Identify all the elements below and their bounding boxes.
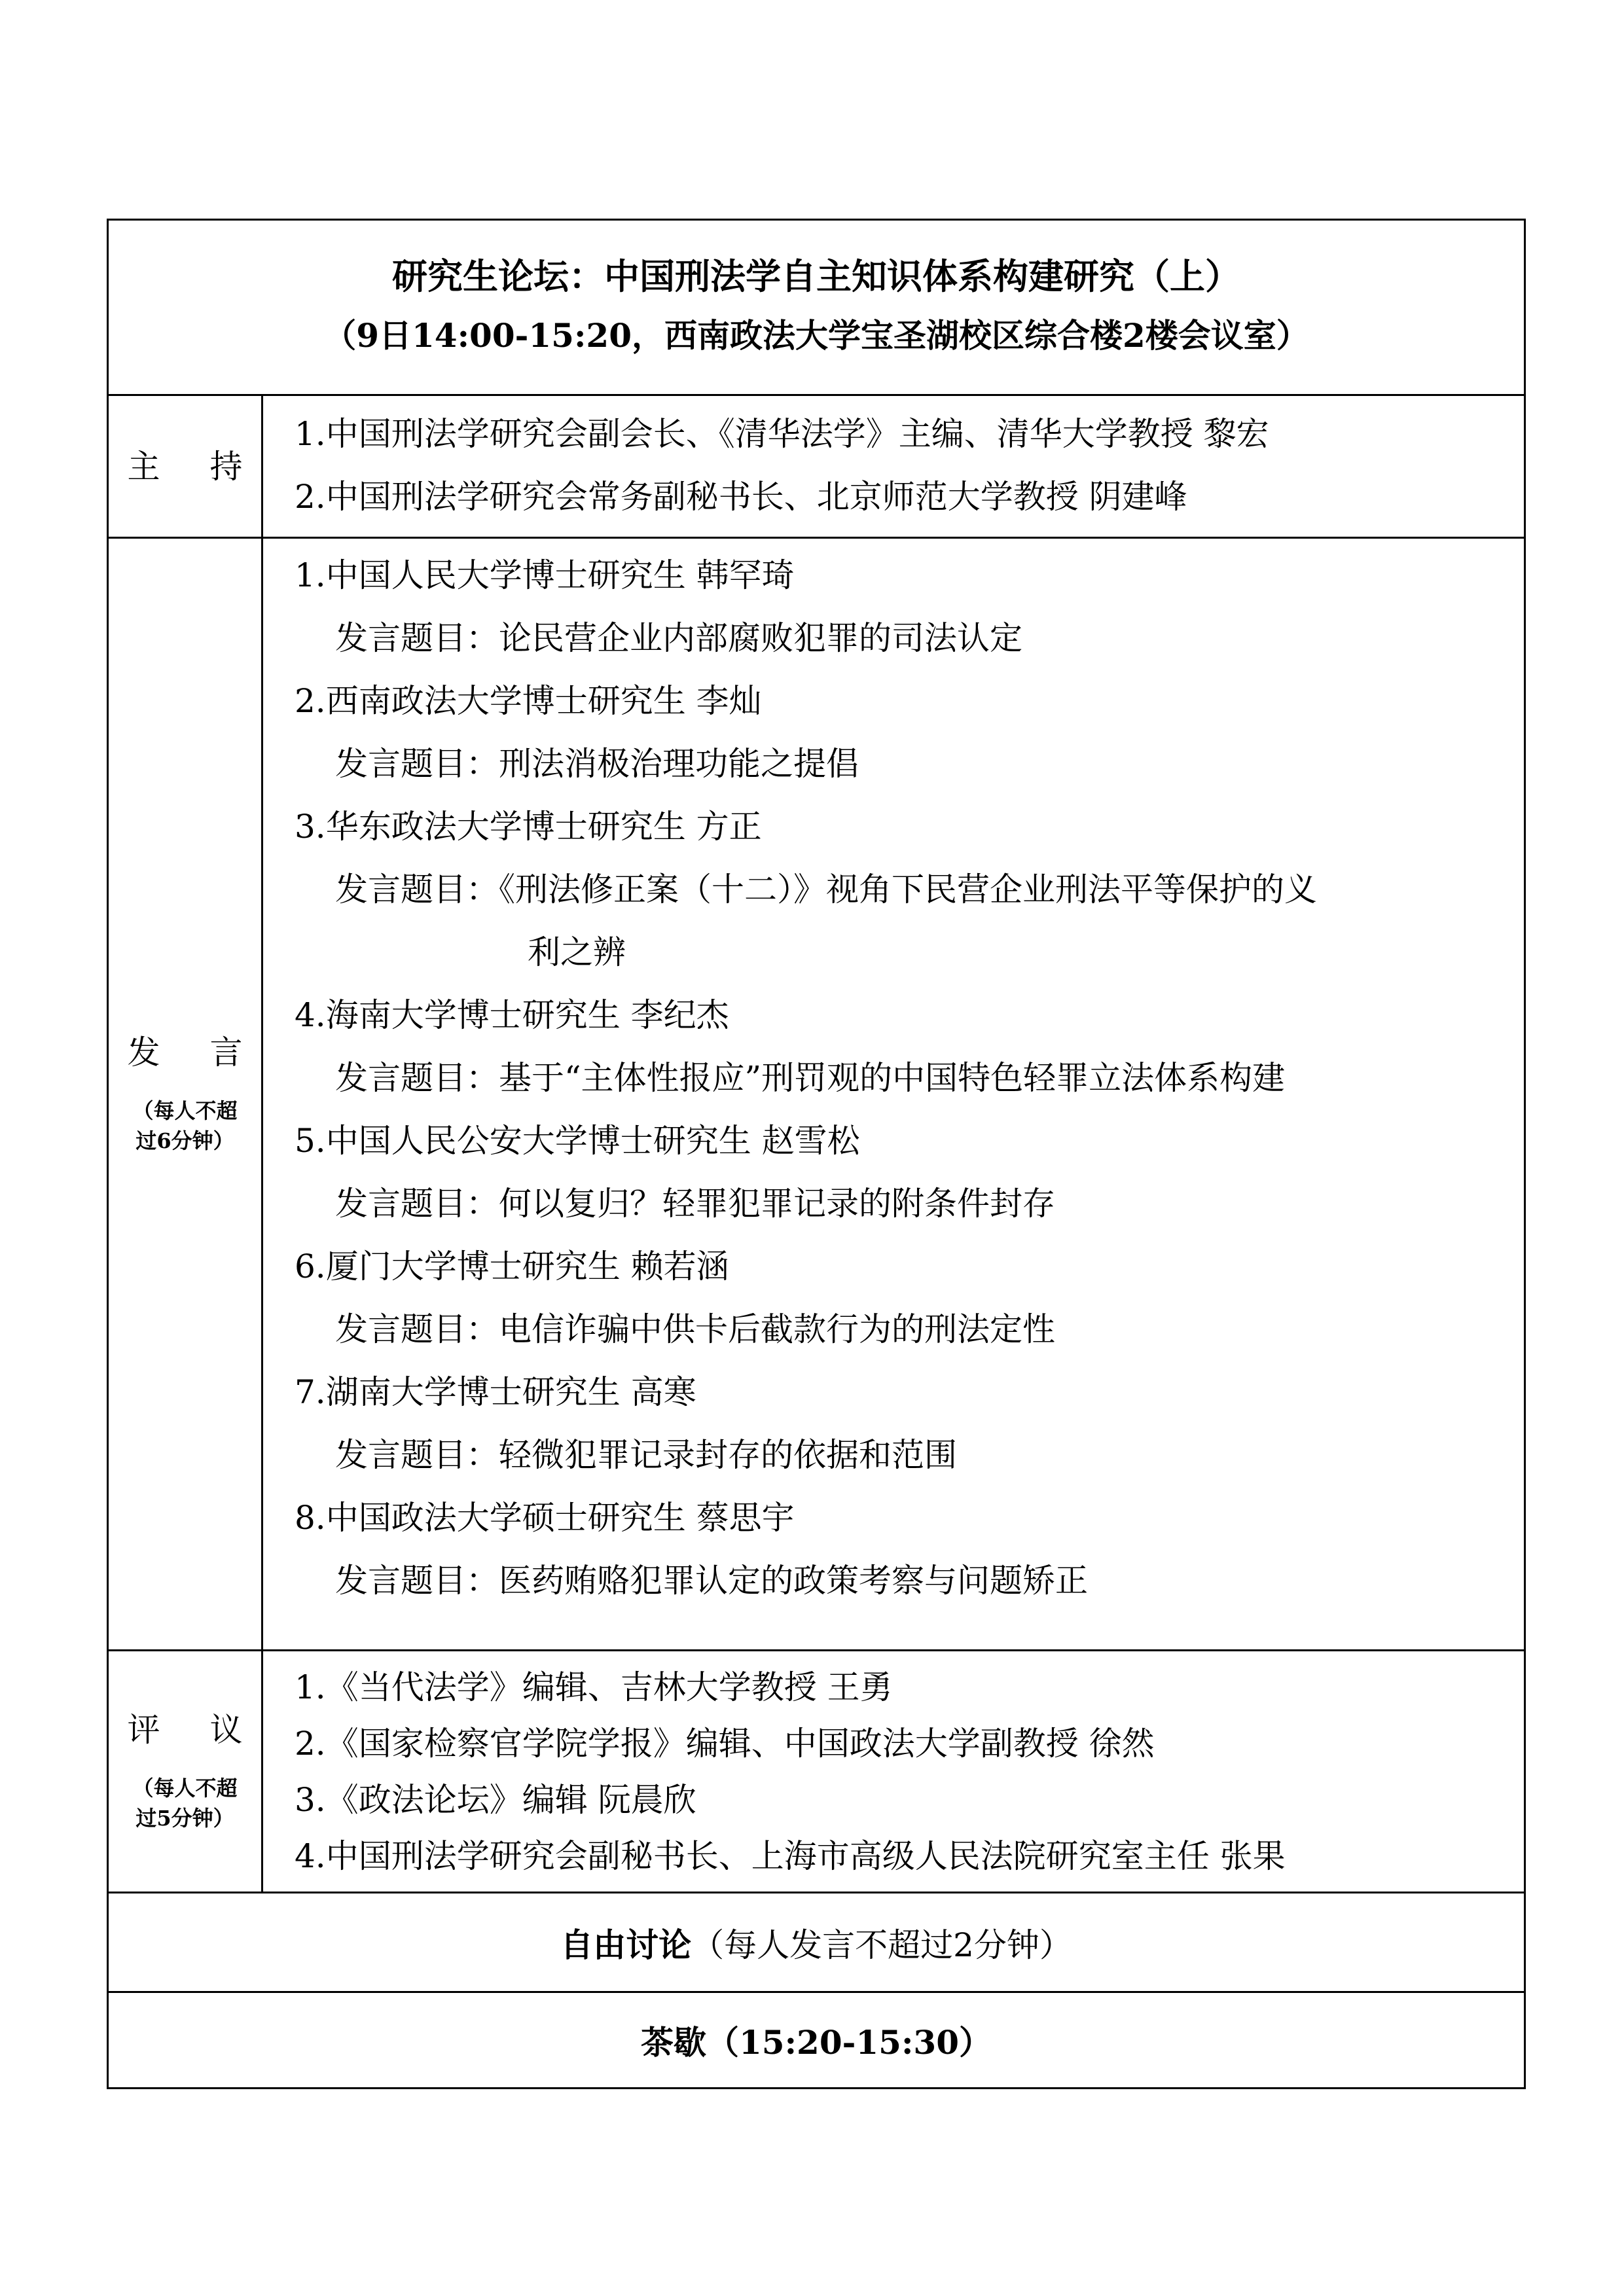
host-item: 1.中国刑法学研究会副会长、《清华法学》主编、清华大学教授 黎宏	[295, 415, 1269, 453]
reviewer-item: 3.《政法论坛》编辑 阮晨欣	[295, 1781, 696, 1819]
speaker-name: 6.厦门大学博士研究生 赖若涵	[295, 1247, 729, 1285]
tea-break-row	[109, 1993, 1524, 2087]
reviewers-list	[263, 1651, 1524, 1892]
host-label: 主 持	[127, 447, 262, 486]
tea-break-title: 茶歇	[641, 2023, 706, 2062]
speaker-name: 7.湖南大学博士研究生 高寒	[295, 1373, 696, 1411]
session-title: 研究生论坛：中国刑法学自主知识体系构建研究（上）	[392, 255, 1240, 297]
reviewer-item: 4.中国刑法学研究会副秘书长、上海市高级人民法院研究室主任 张果	[295, 1837, 1286, 1875]
speaker-topic: 发言题目：医药贿赂犯罪认定的政策考察与问题矫正	[335, 1562, 1088, 1600]
host-row	[109, 396, 1524, 539]
agenda-table	[107, 219, 1526, 2089]
free-discussion-row	[109, 1893, 1524, 1993]
reviewers-label: 评 议	[127, 1710, 262, 1749]
reviewers-time-limit: （每人不超过5分钟）	[132, 1775, 238, 1831]
reviewer-item: 2.《国家检察官学院学报》编辑、中国政法大学副教授 徐然	[295, 1725, 1155, 1763]
session-time-location: （9日14:00-15:20，西南政法大学宝圣湖校区综合楼2楼会议室）	[323, 316, 1309, 355]
speaker-topic: 发言题目：基于“主体性报应”刑罚观的中国特色轻罪立法体系构建	[335, 1059, 1286, 1097]
speaker-topic: 发言题目：《刑法修正案（十二）》视角下民营企业刑法平等保护的义	[335, 870, 1317, 908]
speaker-topic: 发言题目：何以复归？轻罪犯罪记录的附条件封存	[335, 1185, 1055, 1223]
speakers-time-limit: （每人不超过6分钟）	[132, 1098, 238, 1153]
host-list	[263, 396, 1524, 537]
speaker-topic: 发言题目：刑法消极治理功能之提倡	[335, 745, 859, 783]
speakers-label-cell	[109, 539, 263, 1649]
session-header	[109, 221, 1524, 396]
reviewer-item: 1.《当代法学》编辑、吉林大学教授 王勇	[295, 1668, 893, 1706]
host-label-cell	[109, 396, 263, 537]
free-discussion-note: （每人发言不超过2分钟）	[691, 1926, 1072, 1964]
reviewers-label-cell	[109, 1651, 263, 1892]
reviewers-row	[109, 1651, 1524, 1893]
speaker-name: 8.中国政法大学硕士研究生 蔡思宇	[295, 1499, 795, 1537]
speaker-topic-continued: 利之辨	[528, 933, 626, 971]
speaker-topic: 发言题目：电信诈骗中供卡后截款行为的刑法定性	[335, 1310, 1055, 1348]
host-item: 2.中国刑法学研究会常务副秘书长、北京师范大学教授 阴建峰	[295, 478, 1187, 516]
speaker-name: 1.中国人民大学博士研究生 韩罕琦	[295, 556, 795, 594]
speaker-name: 5.中国人民公安大学博士研究生 赵雪松	[295, 1122, 860, 1160]
free-discussion-title: 自由讨论	[560, 1925, 692, 1964]
speaker-topic: 发言题目：论民营企业内部腐败犯罪的司法认定	[335, 619, 1022, 657]
speaker-name: 3.华东政法大学博士研究生 方正	[295, 808, 762, 846]
speakers-label: 发 言	[127, 1033, 262, 1071]
tea-break-time: （15:20-15:30）	[706, 2023, 992, 2062]
speakers-list	[263, 539, 1524, 1649]
speaker-name: 2.西南政法大学博士研究生 李灿	[295, 682, 762, 720]
speaker-topic: 发言题目：轻微犯罪记录封存的依据和范围	[335, 1436, 957, 1474]
speakers-row	[109, 539, 1524, 1651]
speaker-name: 4.海南大学博士研究生 李纪杰	[295, 996, 729, 1034]
